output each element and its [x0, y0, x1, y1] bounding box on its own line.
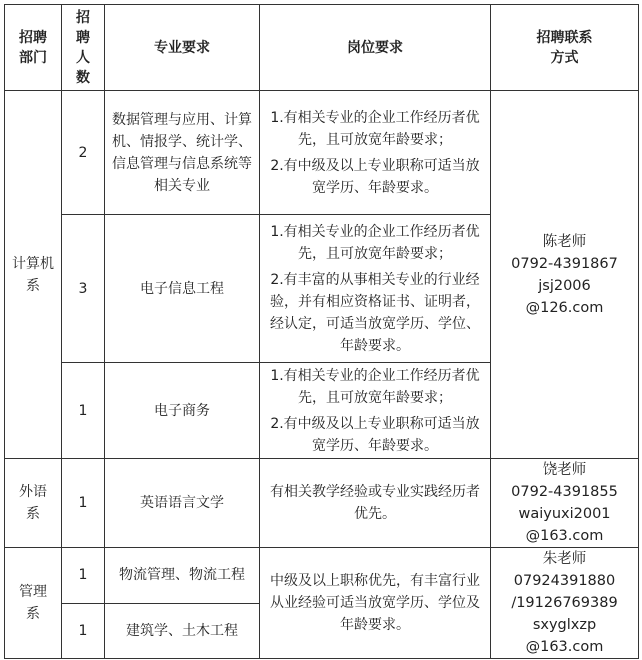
requirement-cell: 1.有相关专业的企业工作经历者优先，且可放宽年龄要求； 2.有中级及以上专业职称可适当放宽学历、年龄要求。: [260, 363, 491, 459]
table-row: [5, 548, 639, 604]
count-cell: 1: [62, 548, 105, 604]
header-row: [5, 5, 639, 91]
recruitment-table: [4, 4, 639, 659]
major-cell: 建筑学、土木工程: [105, 603, 260, 659]
header-position: 岗位要求: [260, 5, 491, 91]
table-row: [5, 459, 639, 548]
count-cell: 1: [62, 603, 105, 659]
department-cell: 管理 系: [5, 548, 62, 659]
table-row: [5, 91, 639, 215]
count-cell: 3: [62, 215, 105, 363]
requirement-cell: 1.有相关专业的企业工作经历者优先，且可放宽年龄要求； 2.有中级及以上专业职称可适当放宽学历、年龄要求。: [260, 91, 491, 215]
header-contact: 招聘联系 方式: [491, 5, 639, 91]
major-cell: 物流管理、物流工程: [105, 548, 260, 604]
requirement-cell: 中级及以上职称优先，有丰富行业从业经验可适当放宽学历、学位及年龄要求。: [260, 548, 491, 659]
header-count: 招 聘 人 数: [62, 5, 105, 91]
major-cell: 数据管理与应用、计算机、情报学、统计学、信息管理与信息系统等相关专业: [105, 91, 260, 215]
department-cell: 外语 系: [5, 459, 62, 548]
requirement-cell: 1.有相关专业的企业工作经历者优先，且可放宽年龄要求； 2.有丰富的从事相关专业的行业经验，并有相应资格证书、证明者，经认定，可适当放宽学历、学位、年龄要求。: [260, 215, 491, 363]
major-cell: 电子商务: [105, 363, 260, 459]
department-cell: 计算机 系: [5, 91, 62, 459]
header-department: 招聘 部门: [5, 5, 62, 91]
contact-cell: 陈老师 0792-4391867 jsj2006 @126.com: [491, 91, 639, 459]
requirement-cell: 有相关教学经验或专业实践经历者优先。: [260, 459, 491, 548]
contact-cell: 朱老师 07924391880 /19126769389 sxyglxzp @163.com: [491, 548, 639, 659]
count-cell: 2: [62, 91, 105, 215]
contact-cell: 饶老师 0792-4391855 waiyuxi2001 @163.com: [491, 459, 639, 548]
count-cell: 1: [62, 363, 105, 459]
header-major: 专业要求: [105, 5, 260, 91]
major-cell: 电子信息工程: [105, 215, 260, 363]
count-cell: 1: [62, 459, 105, 548]
major-cell: 英语语言文学: [105, 459, 260, 548]
